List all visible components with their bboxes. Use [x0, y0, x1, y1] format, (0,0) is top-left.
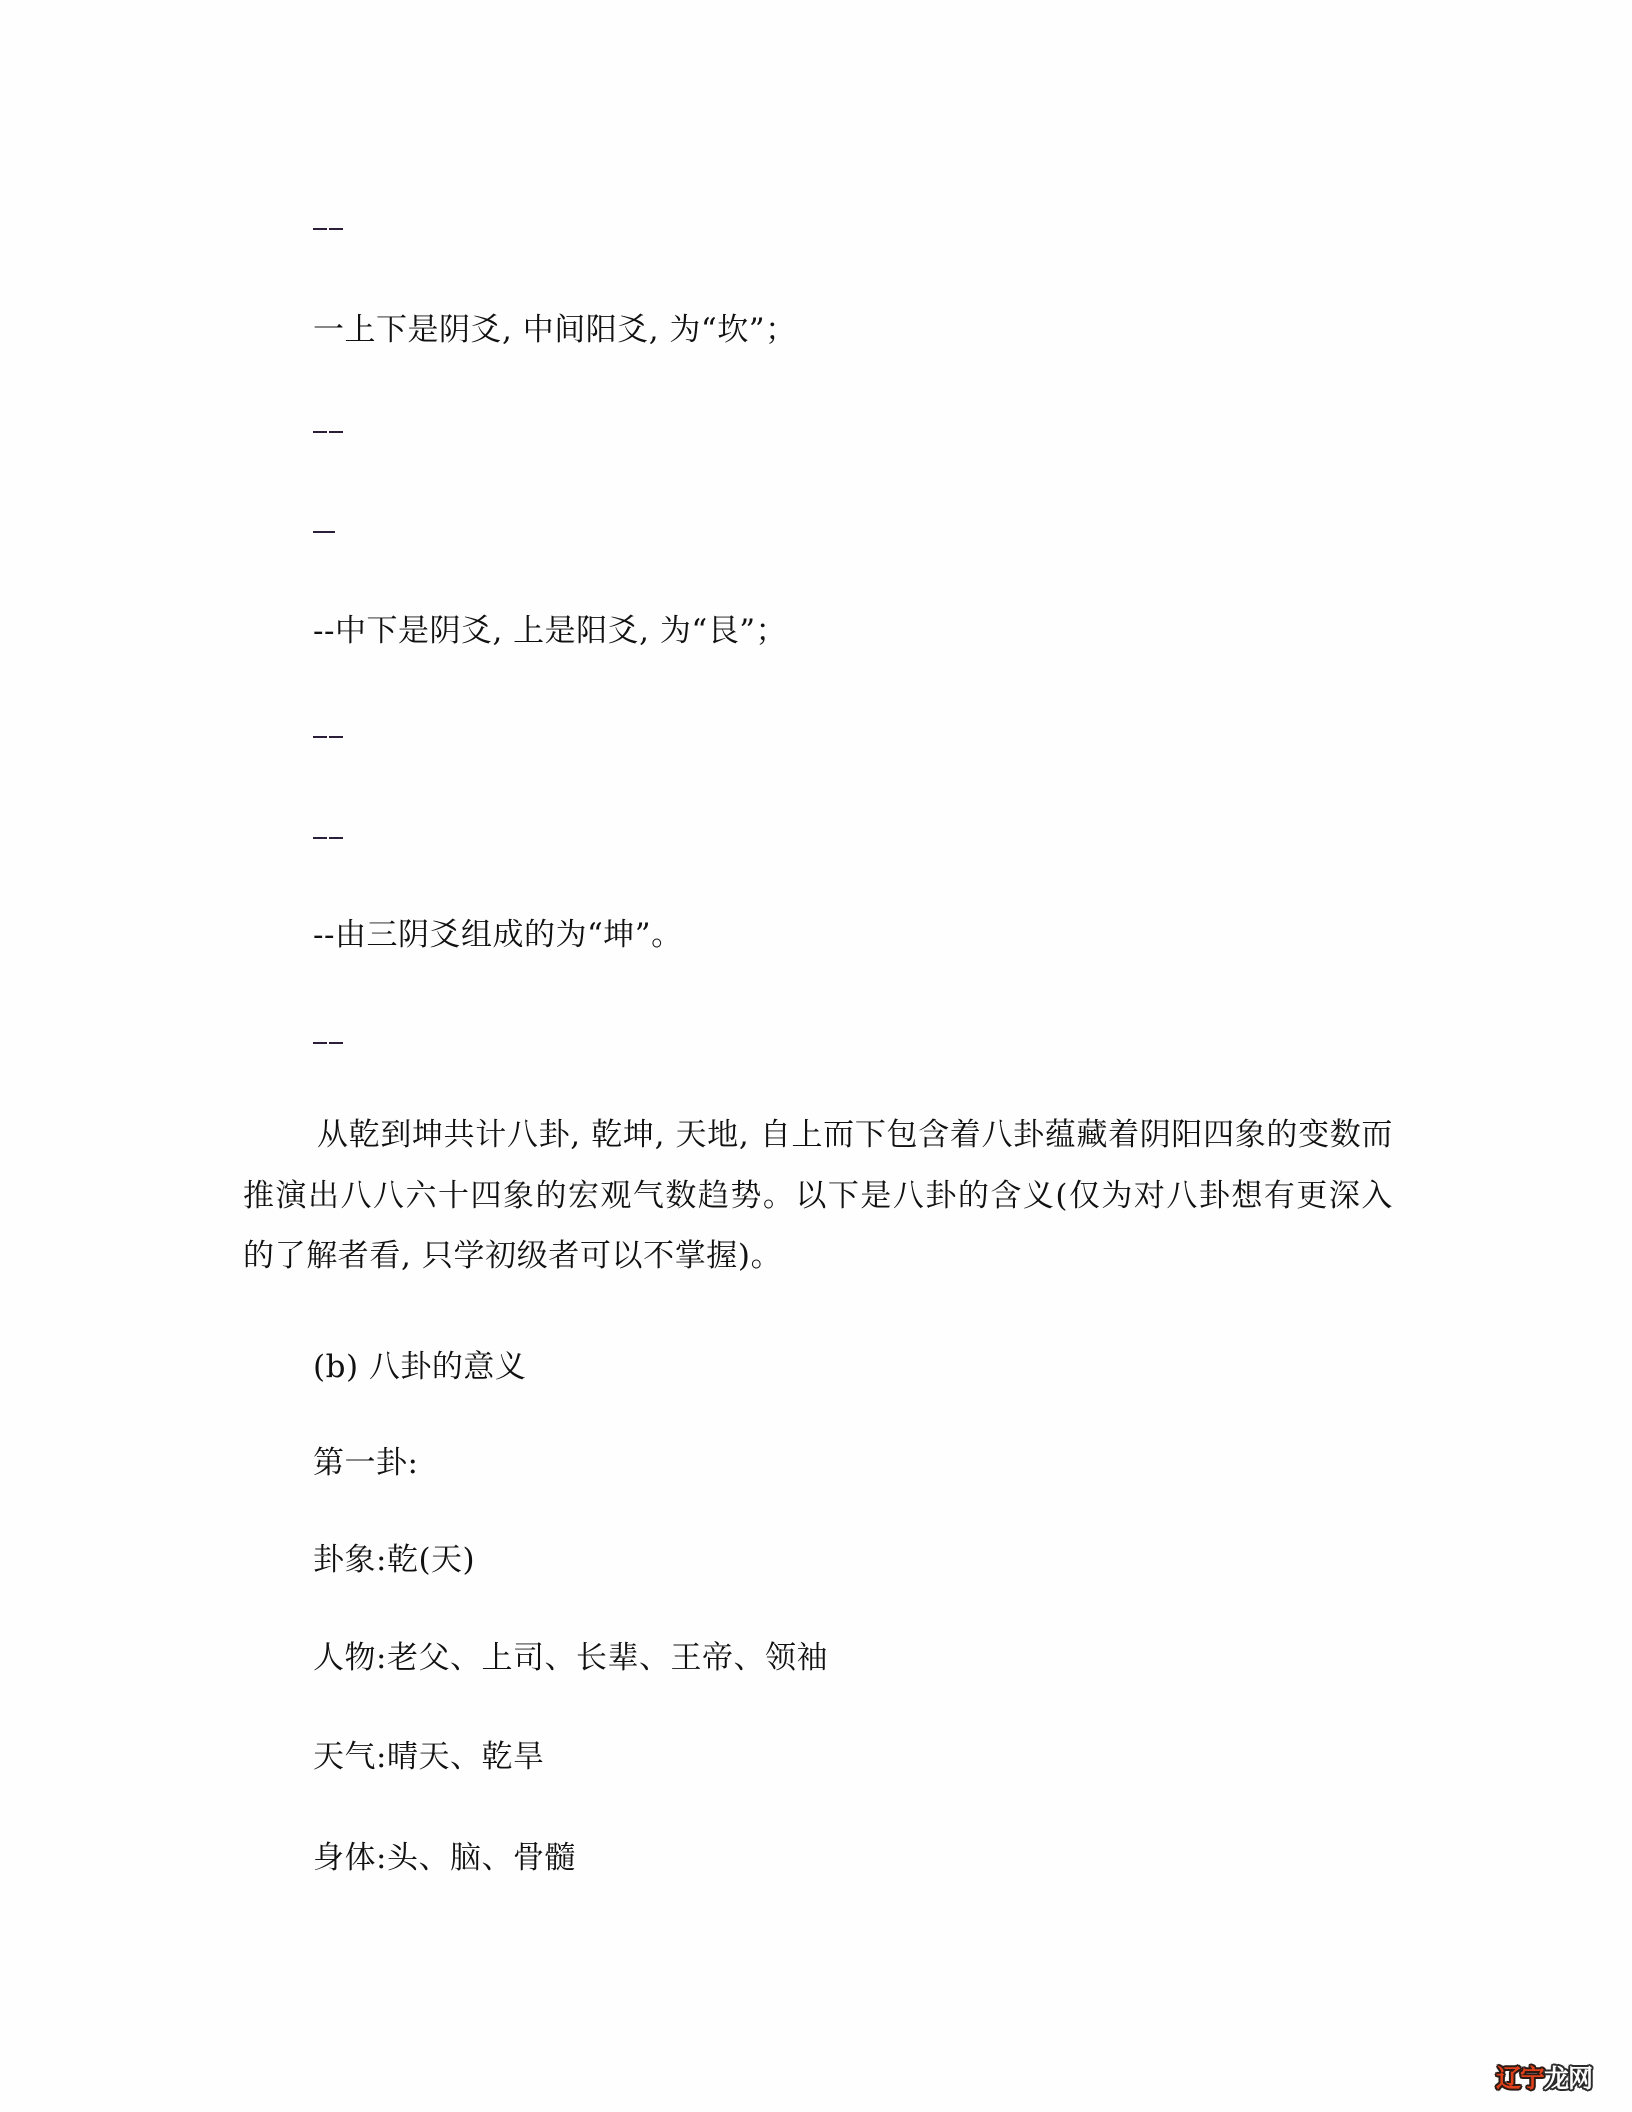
yin-line-dash [313, 818, 343, 858]
watermark-part1: 辽宁 [1496, 2064, 1545, 2093]
yin-line-dash [313, 717, 343, 757]
section-heading: (b) 八卦的意义 [313, 1349, 527, 1385]
watermark-part2: 龙网 [1544, 2064, 1593, 2093]
gua-item-label: 身体: [313, 1840, 387, 1876]
gua-item-value: 老父、上司、长辈、王帝、领袖 [386, 1640, 828, 1676]
gua-item-label: 卦象: [313, 1542, 387, 1578]
gua-item-label: 人物: [313, 1640, 387, 1676]
body-paragraph: 从乾到坤共计八卦, 乾坤, 天地, 自上而下包含着八卦蕴藏着阴阳四象的变数而推演出八八六十四象的宏观气数趋势。以下是八卦的含义(仅为对八卦想有更深入的了解者看, 只学初级者可以不掌握)。 [243, 1117, 1393, 1274]
yin-line-dash [313, 1023, 343, 1063]
gua-item-value: 头、脑、骨髓 [386, 1840, 576, 1876]
gua-item-body [313, 1838, 576, 1878]
site-watermark-logo [1496, 2062, 1592, 2096]
kan-trigram-description: 一上下是阴爻, 中间阳爻, 为“坎”； [313, 312, 797, 348]
gua-item-label: 天气: [313, 1739, 387, 1775]
gua-item-people [313, 1638, 828, 1678]
yin-line-dash [313, 412, 343, 452]
gua-item-value: 晴天、乾旱 [386, 1739, 545, 1775]
gen-trigram-description: --中下是阴爻, 上是阳爻, 为“艮”； [313, 613, 788, 649]
gua-item-value: 乾(天) [386, 1542, 476, 1578]
yin-line-dash [313, 209, 343, 249]
gua-item-weather [313, 1737, 544, 1777]
gua-title: 第一卦: [313, 1445, 419, 1481]
gua-item-image [313, 1540, 475, 1580]
kun-trigram-description: --由三阴爻组成的为“坤”。 [313, 917, 683, 953]
yang-line-solid [313, 512, 335, 552]
